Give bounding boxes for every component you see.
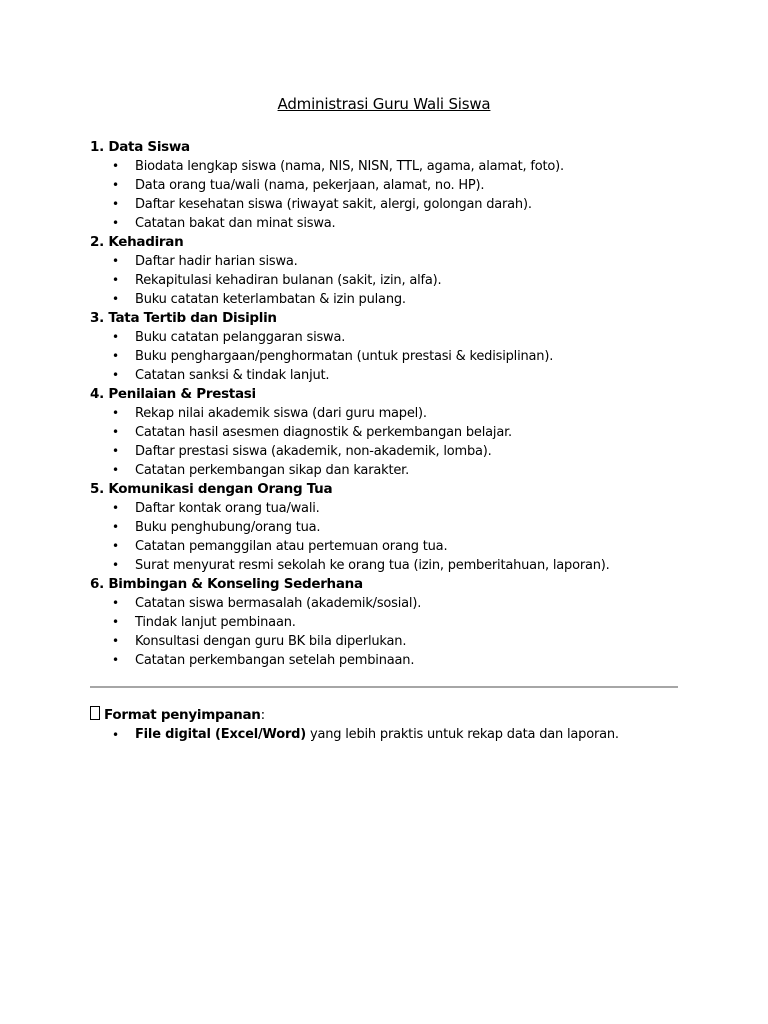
list-item: [90, 518, 690, 537]
bullet-list: [90, 404, 690, 480]
format-heading-suffix: :: [260, 707, 265, 723]
list-item-text: Daftar prestasi siswa (akademik, non-akademik, lomba).: [135, 444, 492, 459]
list-item: [90, 252, 690, 271]
list-item: [90, 195, 690, 214]
section-data-siswa: [90, 138, 690, 233]
section-heading: 6. Bimbingan & Konseling Sederhana: [90, 576, 363, 592]
list-item-text: Data orang tua/wali (nama, pekerjaan, alamat, no. HP).: [135, 178, 485, 193]
bullet-list: [90, 328, 690, 385]
format-section: [90, 706, 710, 745]
list-item: [90, 556, 690, 575]
bullet-list: [90, 725, 710, 745]
list-item-text: Daftar kontak orang tua/wali.: [135, 501, 320, 516]
list-item: [90, 214, 690, 233]
list-item-strong-text: File digital (Excel/Word): [135, 727, 307, 742]
bullet-list: [90, 252, 690, 309]
list-item: [90, 461, 690, 480]
list-item-text: Catatan perkembangan sikap dan karakter.: [135, 463, 410, 478]
list-item-text: Buku catatan keterlambatan & izin pulang.: [135, 292, 406, 307]
bullet-icon: •: [112, 520, 119, 534]
section-heading: 1. Data Siswa: [90, 139, 190, 155]
list-item: [90, 613, 690, 632]
list-item-text: Buku penghargaan/penghormatan (untuk prestasi & kedisiplinan).: [135, 349, 554, 364]
bullet-icon: •: [112, 653, 119, 667]
bullet-icon: •: [112, 596, 119, 610]
section-heading: 5. Komunikasi dengan Orang Tua: [90, 481, 333, 497]
bullet-icon: •: [112, 501, 119, 515]
bullet-icon: •: [112, 444, 119, 458]
list-item: [90, 594, 690, 613]
bullet-icon: •: [112, 254, 119, 268]
bullet-list: [90, 499, 690, 575]
bullet-icon: •: [112, 406, 119, 420]
list-item-text: Catatan pemanggilan atau pertemuan orang tua.: [135, 539, 448, 554]
bullet-icon: •: [112, 558, 119, 572]
list-item: [90, 328, 690, 347]
list-item: [90, 404, 690, 423]
section-list: [90, 138, 690, 670]
section-heading: 4. Penilaian & Prestasi: [90, 386, 256, 402]
bullet-icon: •: [112, 728, 119, 742]
list-item: [90, 347, 690, 366]
horizontal-divider: [90, 686, 678, 688]
section-penilaian: [90, 385, 690, 480]
bullet-icon: •: [112, 159, 119, 173]
list-item-text: Buku catatan pelanggaran siswa.: [135, 330, 346, 345]
bullet-list: [90, 594, 690, 670]
bullet-icon: •: [112, 425, 119, 439]
section-heading: 2. Kehadiran: [90, 234, 184, 250]
list-item-text: Catatan bakat dan minat siswa.: [135, 216, 336, 231]
list-item-text: Surat menyurat resmi sekolah ke orang tua (izin, pemberitahuan, laporan).: [135, 558, 610, 573]
list-item: [90, 651, 690, 670]
bullet-icon: •: [112, 615, 119, 629]
bullet-icon: •: [112, 197, 119, 211]
bullet-icon: •: [112, 178, 119, 192]
section-bimbingan: [90, 575, 690, 670]
document-title: Administrasi Guru Wali Siswa: [277, 95, 491, 113]
section-tata-tertib: [90, 309, 690, 385]
bullet-icon: •: [112, 634, 119, 648]
list-item-text: Catatan siswa bermasalah (akademik/sosial).: [135, 596, 422, 611]
section-kehadiran: [90, 233, 690, 309]
bullet-icon: •: [112, 368, 119, 382]
missing-glyph-box-icon: [90, 706, 100, 720]
bullet-icon: •: [112, 463, 119, 477]
bullet-icon: •: [112, 292, 119, 306]
list-item: [90, 157, 690, 176]
list-item-text: yang lebih praktis untuk rekap data dan laporan.: [306, 727, 619, 742]
bullet-icon: •: [112, 273, 119, 287]
bullet-icon: •: [112, 330, 119, 344]
list-item: [90, 632, 690, 651]
list-item-text: Catatan hasil asesmen diagnostik & perkembangan belajar.: [135, 425, 512, 440]
bullet-icon: •: [112, 349, 119, 363]
format-heading: [90, 706, 710, 725]
list-item-text: Daftar hadir harian siswa.: [135, 254, 298, 269]
list-item-text: Rekap nilai akademik siswa (dari guru mapel).: [135, 406, 427, 421]
list-item-text: Catatan sanksi & tindak lanjut.: [135, 368, 330, 383]
bullet-icon: •: [112, 539, 119, 553]
list-item-text: Tindak lanjut pembinaan.: [135, 615, 296, 630]
list-item-text: Daftar kesehatan siswa (riwayat sakit, alergi, golongan darah).: [135, 197, 532, 212]
list-item-text: Buku penghubung/orang tua.: [135, 520, 321, 535]
list-item: [90, 725, 710, 745]
list-item: [90, 423, 690, 442]
list-item: [90, 271, 690, 290]
list-item: [90, 499, 690, 518]
bullet-icon: •: [112, 216, 119, 230]
list-item-text: Biodata lengkap siswa (nama, NIS, NISN, TTL, agama, alamat, foto).: [135, 159, 564, 174]
list-item-text: Catatan perkembangan setelah pembinaan.: [135, 653, 415, 668]
format-heading-label: Format penyimpanan: [104, 707, 261, 723]
list-item: [90, 442, 690, 461]
list-item: [90, 366, 690, 385]
list-item: [90, 176, 690, 195]
bullet-list: [90, 157, 690, 233]
list-item-text: Rekapitulasi kehadiran bulanan (sakit, izin, alfa).: [135, 273, 442, 288]
list-item-text: Konsultasi dengan guru BK bila diperlukan.: [135, 634, 407, 649]
section-komunikasi: [90, 480, 690, 575]
section-heading: 3. Tata Tertib dan Disiplin: [90, 310, 277, 326]
list-item: [90, 290, 690, 309]
list-item: [90, 537, 690, 556]
